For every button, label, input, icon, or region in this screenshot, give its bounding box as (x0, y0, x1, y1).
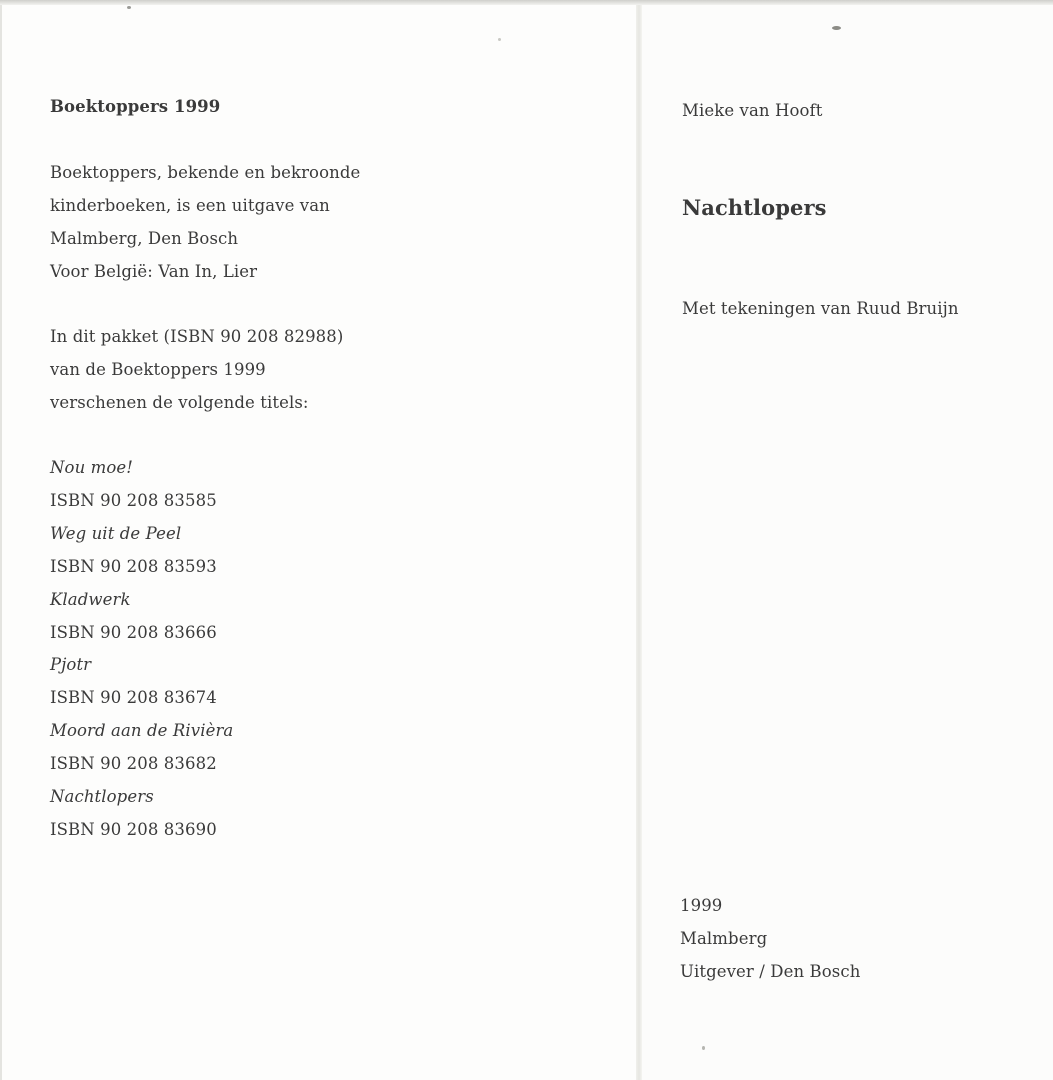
isbn-entry: ISBN 90 208 83682 (50, 754, 217, 773)
intro-line: kinderboeken, is een uitgave van (50, 196, 330, 215)
package-line: verschenen de volgende titels: (50, 393, 309, 412)
isbn-entry: ISBN 90 208 83666 (50, 623, 217, 642)
right-page (640, 0, 1053, 1080)
paper-speck (702, 1046, 705, 1050)
book-title-entry: Moord aan de Rivièra (50, 721, 234, 740)
isbn-entry: ISBN 90 208 83674 (50, 688, 217, 707)
illustrator-line: Met tekeningen van Ruud Bruijn (682, 299, 959, 318)
paper-speck (127, 6, 131, 9)
publication-year: 1999 (680, 896, 723, 915)
book-title-entry: Nachtlopers (50, 787, 154, 806)
book-title-entry: Kladwerk (50, 590, 131, 609)
intro-line: Malmberg, Den Bosch (50, 229, 239, 248)
isbn-entry: ISBN 90 208 83593 (50, 557, 217, 576)
isbn-entry: ISBN 90 208 83690 (50, 820, 217, 839)
publisher-location: Uitgever / Den Bosch (680, 962, 861, 981)
book-title-entry: Pjotr (50, 655, 92, 674)
book-gutter (636, 0, 642, 1080)
series-title: Boektoppers 1999 (50, 97, 221, 116)
book-title-entry: Weg uit de Peel (50, 524, 182, 543)
page-top-edge (0, 0, 1053, 5)
book-title-entry: Nou moe! (50, 458, 134, 477)
intro-line: Voor België: Van In, Lier (50, 262, 258, 281)
package-line: van de Boektoppers 1999 (50, 360, 266, 379)
author-name: Mieke van Hooft (682, 101, 823, 120)
paper-speck (832, 26, 841, 30)
book-title: Nachtlopers (682, 195, 827, 220)
package-line: In dit pakket (ISBN 90 208 82988) (50, 327, 344, 346)
intro-line: Boektoppers, bekende en bekroonde (50, 163, 361, 182)
publisher-name: Malmberg (680, 929, 768, 948)
isbn-entry: ISBN 90 208 83585 (50, 491, 217, 510)
paper-speck (498, 38, 501, 41)
